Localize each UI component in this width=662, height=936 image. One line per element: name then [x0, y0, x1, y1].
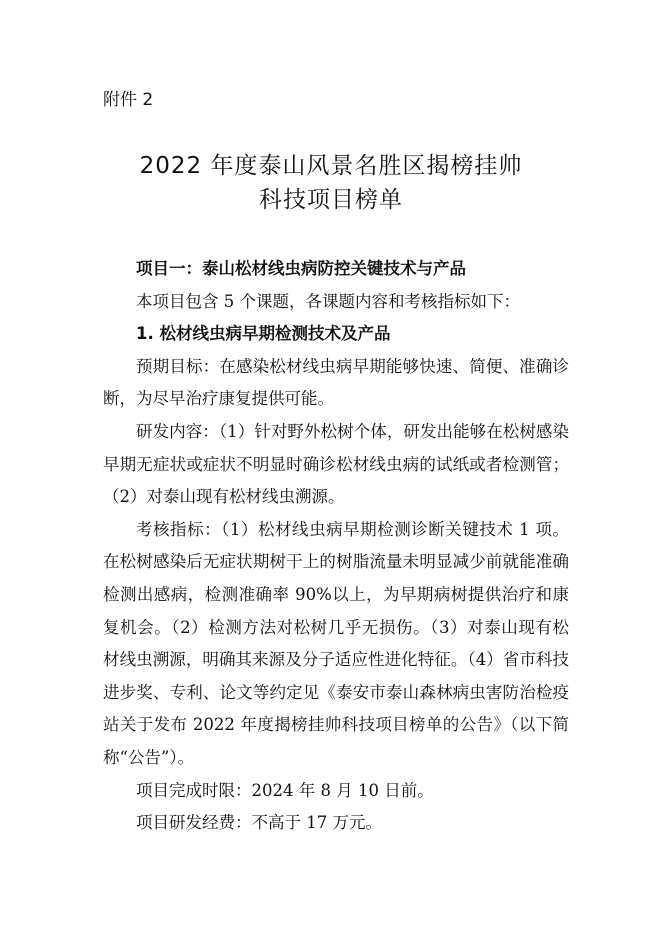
project-heading: 项目一：泰山松材线虫病防控关键技术与产品 [136, 259, 466, 278]
intro-paragraph: 本项目包含 5 个课题，各课题内容和考核指标如下： [136, 291, 520, 311]
title-line-1: 2022 年度泰山风景名胜区揭榜挂帅 [139, 153, 523, 179]
assessment-paragraph: 考核指标：（1）松材线虫病早期检测诊断关键技术 1 项。在松树感染后无症状期树干上的树脂流量未明显减少前就能准确检测出感病，检测准确率 90%以上，为早期病树提供治疗和康复机会。（2）检测方法对松树几乎无损伤。（3）对泰山现有松材线虫溯源，明确其来源及分子适应性进化特征。（4）省市科技进步奖、专利、论文等约定见《泰安市泰山森林病虫害防治检疫站关于发布 2022 年度揭榜挂帅科技项目榜单的公告》（以下简称“公告”）。 [103, 519, 569, 767]
deadline-paragraph: 项目完成时限：2024 年 8 月 10 日前。 [136, 780, 434, 800]
title-line-2: 科技项目榜单 [259, 187, 403, 213]
topic-heading: 1. 松材线虫病早期检测技术及产品 [136, 324, 391, 344]
goal-paragraph: 预期目标：在感染松材线虫病早期能够快速、简便、准确诊断，为尽早治疗康复提供可能。 [103, 356, 569, 409]
attachment-label: 附件 2 [103, 90, 154, 110]
document-body [103, 253, 569, 840]
research-paragraph: 研发内容：（1）针对野外松树个体，研发出能够在松树感染早期无症状或症状不明显时确诊松材线虫病的试纸或者检测管；（2）对泰山现有松材线虫溯源。 [103, 421, 569, 507]
funding-paragraph: 项目研发经费：不高于 17 万元。 [136, 813, 382, 833]
